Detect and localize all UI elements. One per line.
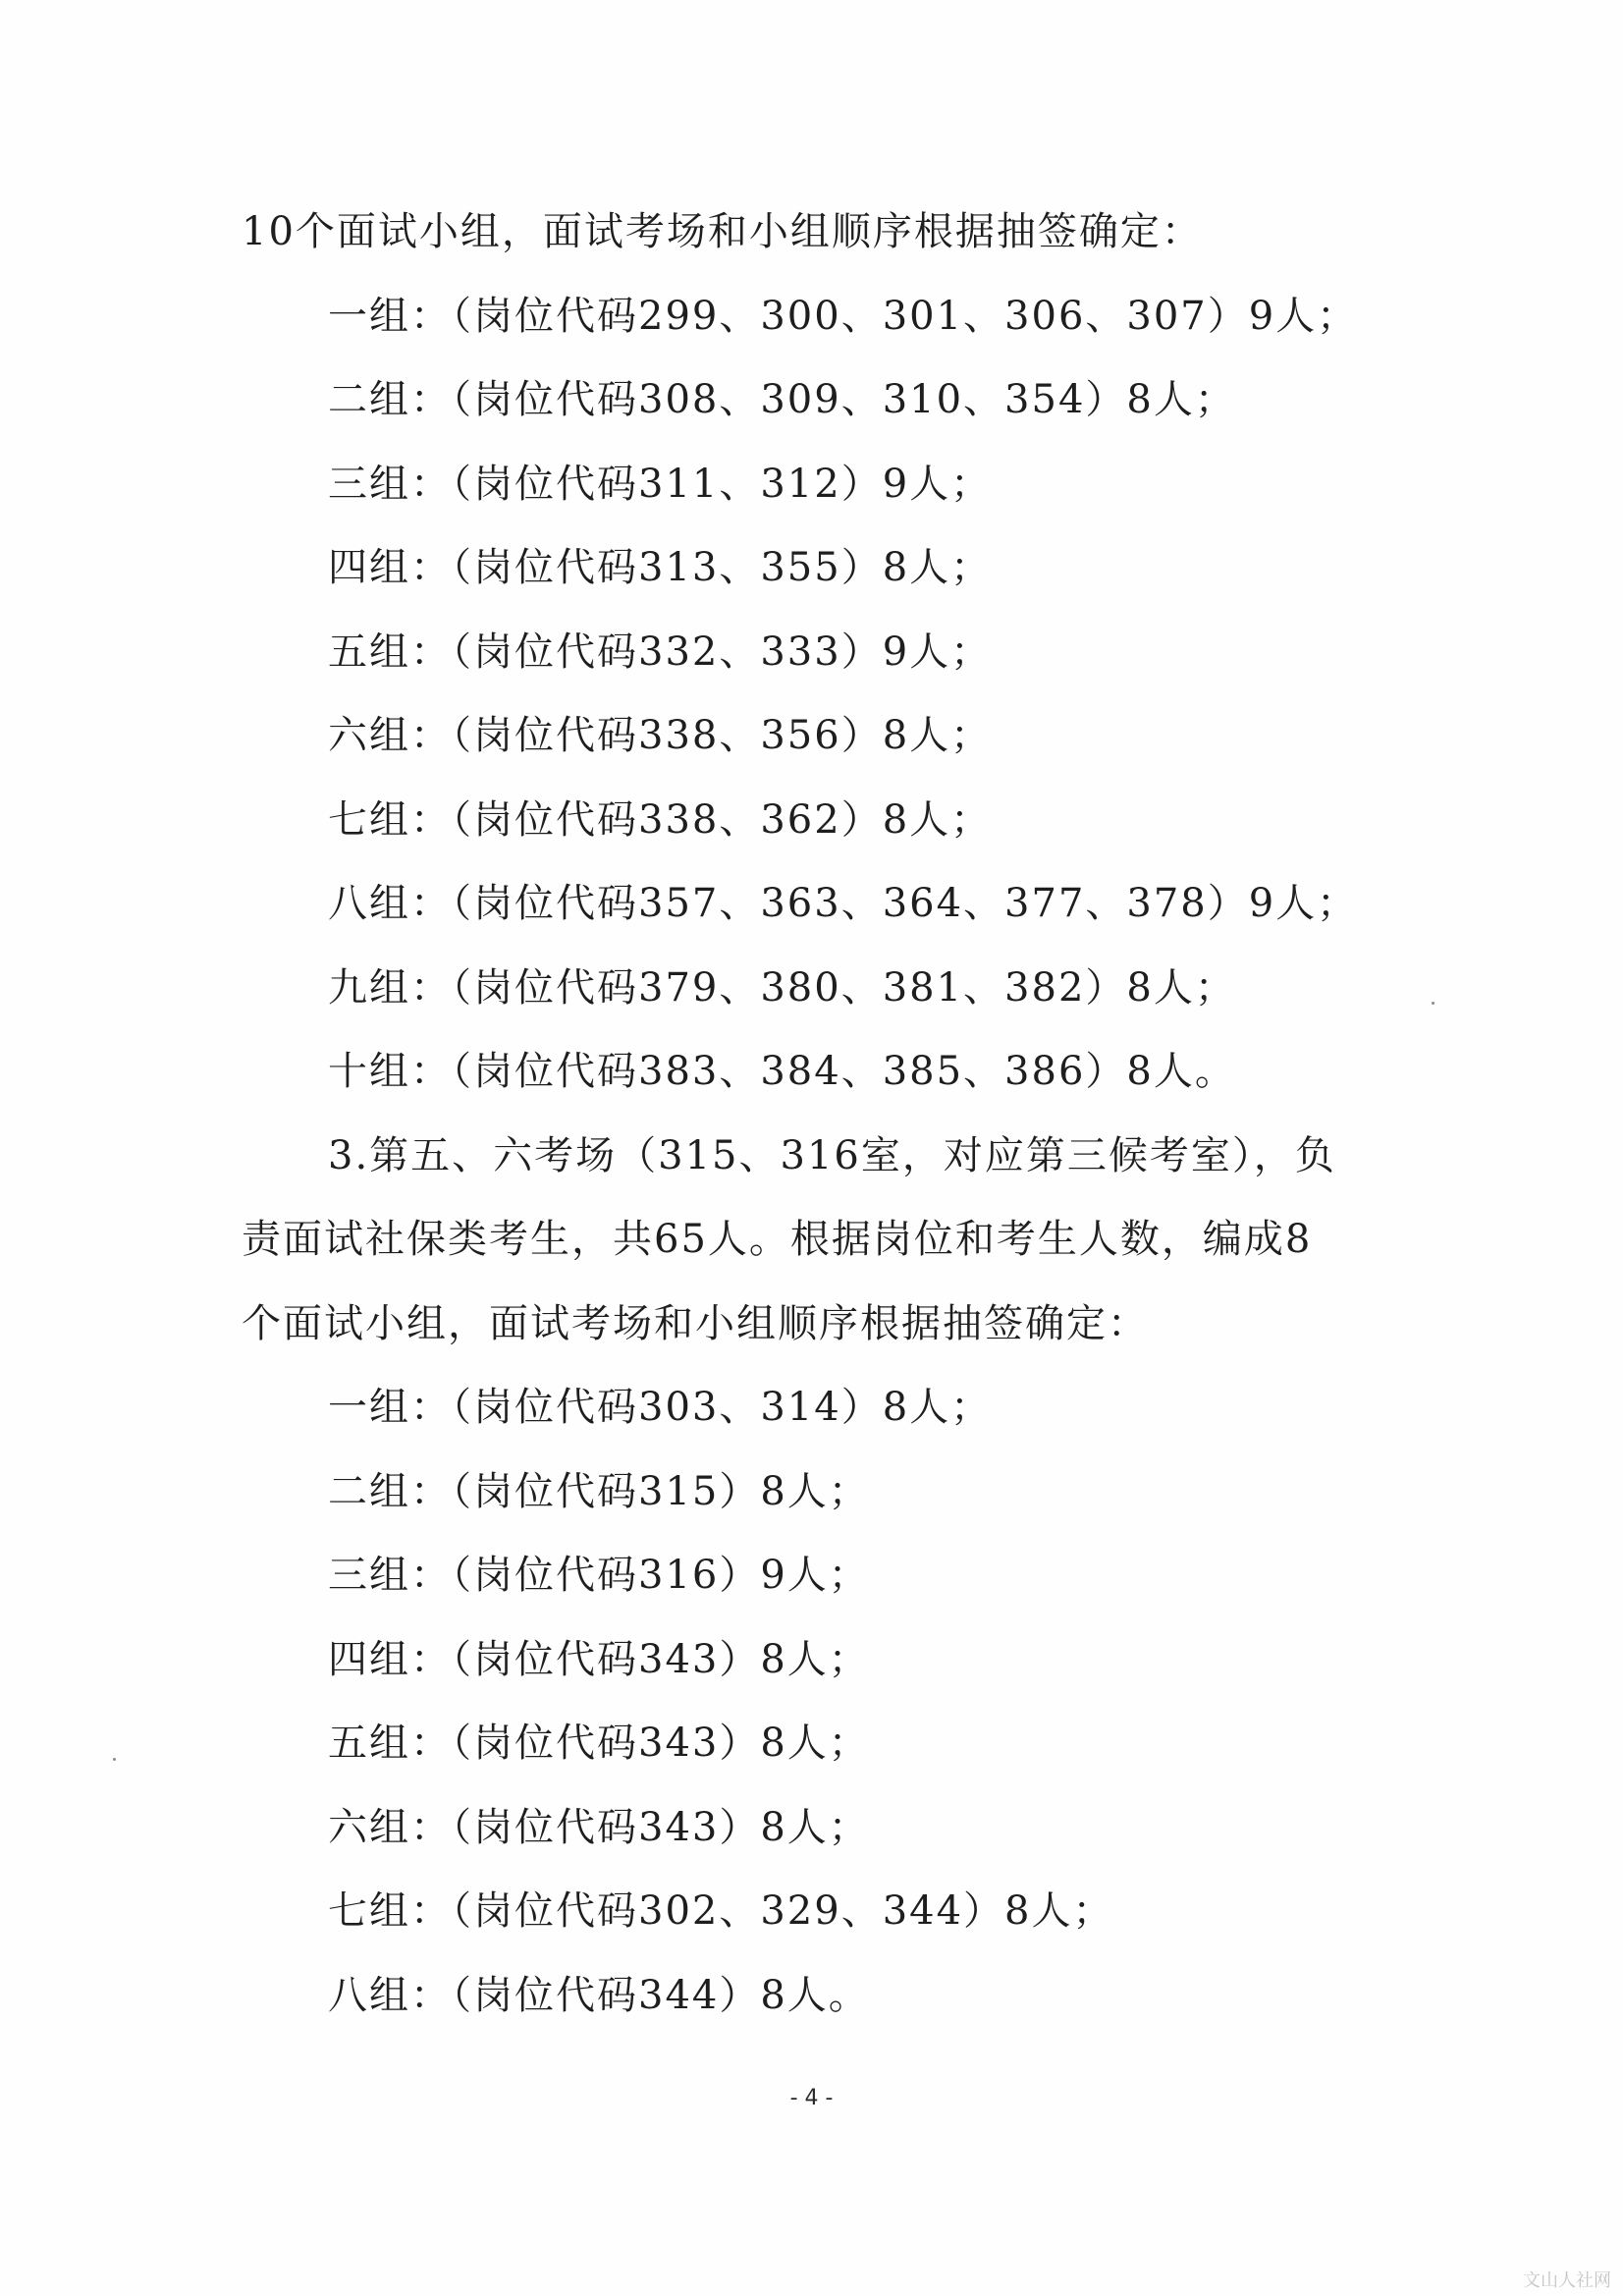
- social-group-7-line: 七组：（岗位代码302、329、344）8人；: [328, 1888, 1114, 1934]
- social-group-1-line: 一组：（岗位代码303、314）8人；: [328, 1385, 993, 1430]
- text-line-intro: 10个面试小组，面试考场和小组顺序根据抽签确定：: [242, 209, 1203, 254]
- group-1-line: 一组：（岗位代码299、300、301、306、307）9人；: [328, 294, 1359, 339]
- watermark: 文山人社网: [1523, 2270, 1611, 2291]
- group-4-line: 四组：（岗位代码313、355）8人；: [328, 545, 993, 590]
- group-6-line: 六组：（岗位代码338、356）8人；: [328, 713, 993, 758]
- social-group-3-line: 三组：（岗位代码316）9人；: [328, 1553, 870, 1598]
- scan-speck: [1432, 1002, 1434, 1005]
- social-group-5-line: 五组：（岗位代码343）8人；: [328, 1721, 870, 1766]
- section-3-line-2: 责面试社保类考生，共65人。根据岗位和考生人数，编成8: [242, 1217, 1313, 1262]
- scan-speck: [113, 1758, 116, 1761]
- section-3-line-1: 3.第五、六考场（315、316室，对应第三候考室），负: [328, 1133, 1336, 1178]
- group-3-line: 三组：（岗位代码311、312）9人；: [328, 462, 993, 507]
- group-10-line: 十组：（岗位代码383、384、385、386）8人。: [328, 1049, 1236, 1094]
- group-9-line: 九组：（岗位代码379、380、381、382）8人；: [328, 965, 1236, 1011]
- social-group-8-line: 八组：（岗位代码344）8人。: [328, 1973, 870, 2018]
- section-3-line-3: 个面试小组，面试考场和小组顺序根据抽签确定：: [242, 1301, 1149, 1346]
- social-group-4-line: 四组：（岗位代码343）8人；: [328, 1637, 870, 1682]
- group-5-line: 五组：（岗位代码332、333）9人；: [328, 629, 993, 675]
- page-number: - 4 -: [789, 2086, 834, 2110]
- group-8-line: 八组：（岗位代码357、363、364、377、378）9人；: [328, 881, 1359, 926]
- group-2-line: 二组：（岗位代码308、309、310、354）8人；: [328, 377, 1236, 422]
- social-group-2-line: 二组：（岗位代码315）8人；: [328, 1469, 870, 1514]
- social-group-6-line: 六组：（岗位代码343）8人；: [328, 1805, 870, 1850]
- group-7-line: 七组：（岗位代码338、362）8人；: [328, 797, 993, 843]
